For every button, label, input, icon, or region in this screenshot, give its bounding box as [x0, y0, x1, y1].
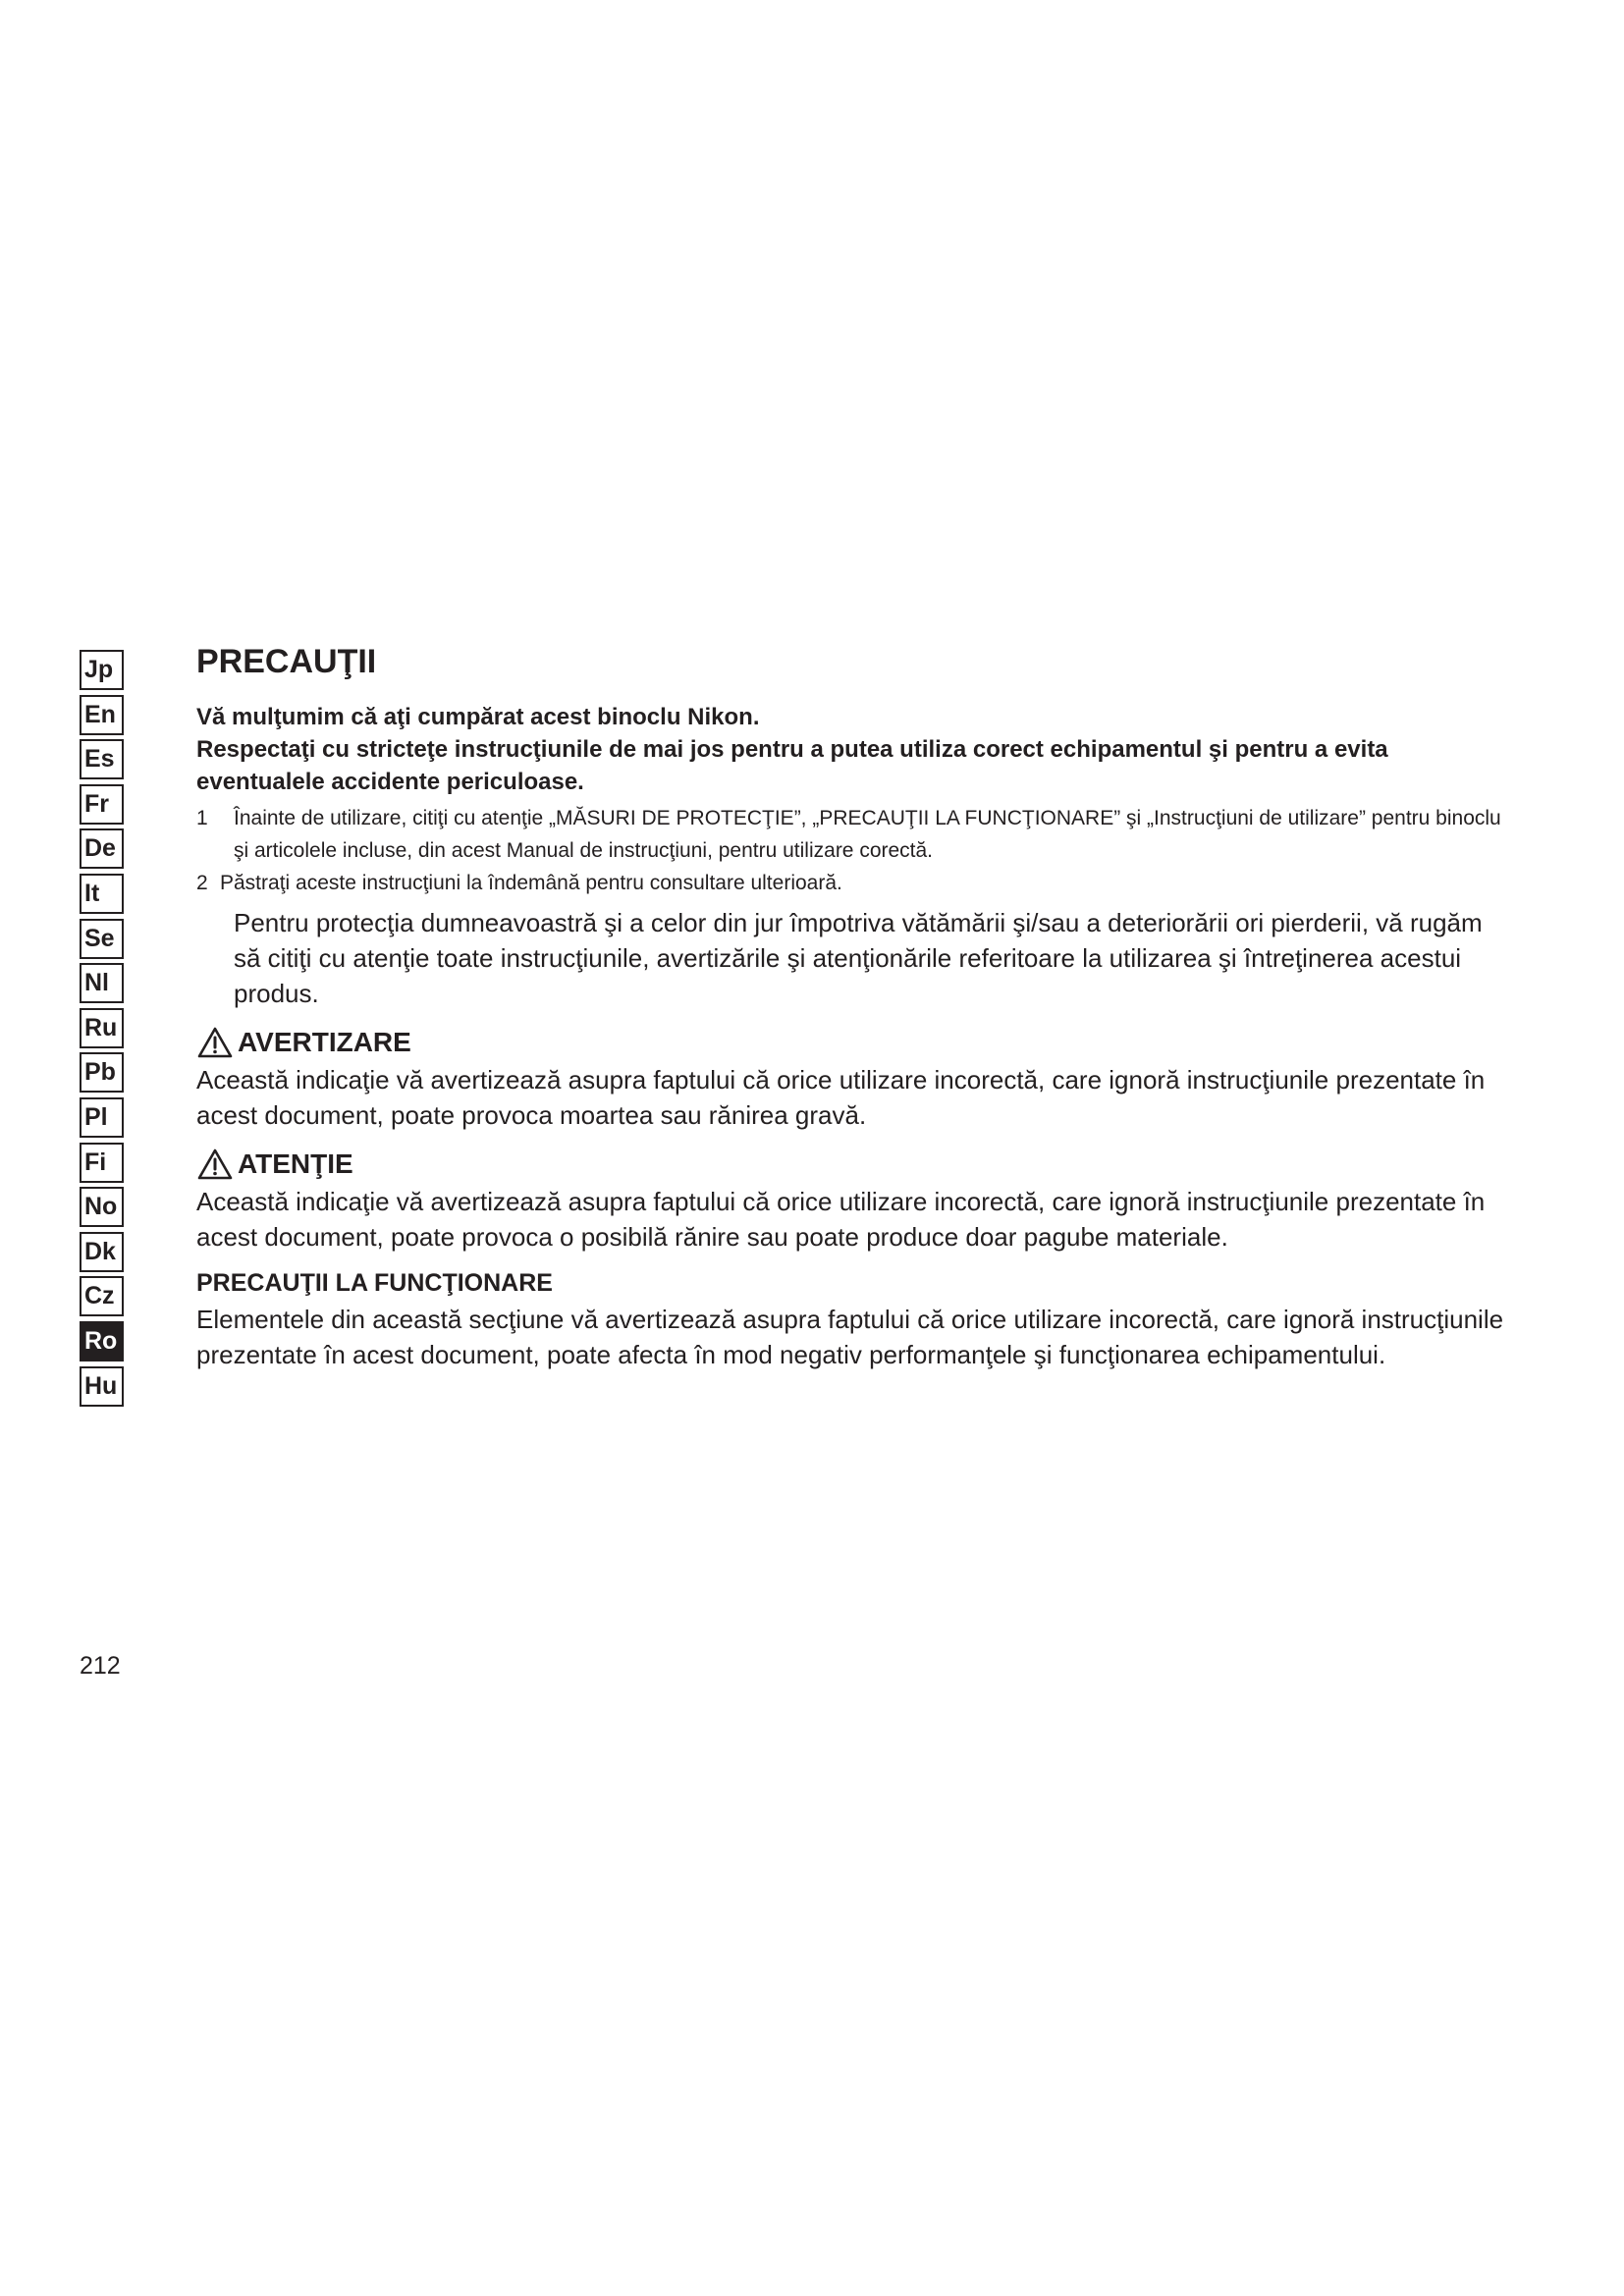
main-content [196, 628, 1512, 1372]
language-tab-dk[interactable]: Dk [80, 1232, 124, 1272]
language-tab-es[interactable]: Es [80, 739, 124, 779]
language-tab-fi[interactable]: Fi [80, 1143, 124, 1183]
intro-instructions: Respectaţi cu stricteţe instrucţiunile de mai jos pentru a putea utiliza corect echipamentul şi pentru a evita eventualele accidente periculoase. [196, 736, 1388, 795]
list-item-number: 2 [196, 872, 208, 894]
page-title: PRECAUŢII [196, 643, 377, 680]
language-tab-pb[interactable]: Pb [80, 1052, 124, 1093]
list-item [196, 867, 1512, 899]
language-tab-hu[interactable]: Hu [80, 1366, 124, 1407]
protection-paragraph: Pentru protecţia dumneavoastră şi a celor din jur împotriva vătămării şi/sau a deteriorării ori pierderii, vă rugăm să citiţi cu atenţie toate instrucţiunile, avertizările şi atenţionările referitoare la utilizarea şi întreţinerea acestui produs. [234, 908, 1483, 1008]
numbered-list [196, 802, 1512, 899]
warning-triangle-icon [196, 1148, 234, 1181]
language-tab-fr[interactable]: Fr [80, 784, 124, 825]
intro-thanks: Vă mulţumim că aţi cumpărat acest binoclu Nikon. [196, 704, 760, 730]
language-tab-en[interactable]: En [80, 695, 124, 735]
language-tab-de[interactable]: De [80, 828, 124, 869]
language-tab-cz[interactable]: Cz [80, 1276, 124, 1316]
caution-text: Această indicaţie vă avertizează asupra faptului că orice utilizare incorectă, care ignoră instrucţiunile prezentate în acest document, poate provoca o posibilă rănire sau poate produce doar pagube materiale. [196, 1187, 1486, 1252]
language-tab-ru[interactable]: Ru [80, 1008, 124, 1048]
caution-heading-text: ATENŢIE [238, 1148, 353, 1179]
page-number: 212 [80, 1652, 121, 1680]
warning-text: Această indicaţie vă avertizează asupra faptului că orice utilizare incorectă, care ignoră instrucţiunile prezentate în acest document, poate provoca moartea sau rănirea gravă. [196, 1065, 1486, 1130]
list-item [196, 802, 1512, 867]
language-tab-ro[interactable]: Ro [80, 1321, 124, 1362]
language-tab-pl[interactable]: Pl [80, 1097, 124, 1138]
operation-heading: PRECAUŢII LA FUNCŢIONARE [196, 1269, 553, 1297]
warning-heading-text: AVERTIZARE [238, 1027, 411, 1057]
warning-heading [196, 1023, 1512, 1062]
list-item-text: Înainte de utilizare, citiţi cu atenţie „MĂSURI DE PROTECŢIE”, „PRECAUŢII LA FUNCŢIONARE” şi „Instrucţiuni de utilizare” pentru binoclu şi articolele incluse, din acest Manual de instrucţiuni, pentru utilizare corectă. [234, 807, 1501, 862]
operation-text: Elementele din această secţiune vă avertizează asupra faptului că orice utilizare incorectă, care ignoră instrucţiunile prezentate în acest document, poate afecta în mod negativ performanţele şi funcţionarea echipamentului. [196, 1305, 1504, 1369]
list-item-number: 1 [196, 807, 208, 829]
language-tab-nl[interactable]: Nl [80, 963, 124, 1003]
language-tab-se[interactable]: Se [80, 919, 124, 959]
caution-heading [196, 1145, 1512, 1184]
list-item-text: Păstraţi aceste instrucţiuni la îndemână pentru consultare ulterioară. [220, 872, 842, 894]
language-tab-jp[interactable]: Jp [80, 650, 124, 690]
language-tab-it[interactable]: It [80, 874, 124, 914]
warning-triangle-icon [196, 1026, 234, 1059]
language-tab-no[interactable]: No [80, 1187, 124, 1227]
